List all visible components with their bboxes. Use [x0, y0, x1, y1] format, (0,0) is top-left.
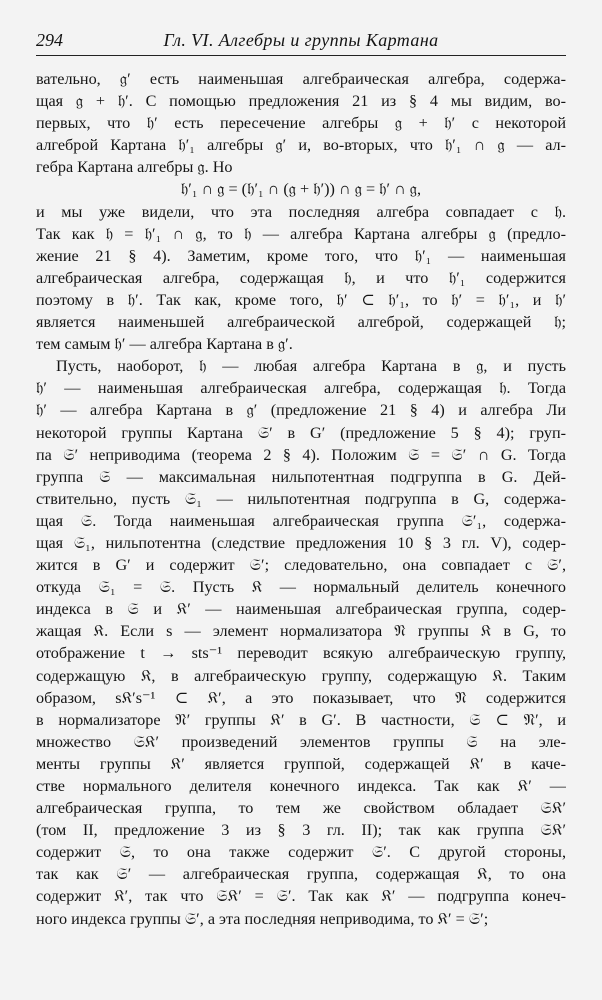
text-line: содержащую 𝔎, в алгебраическую группу, содержащую 𝔎. Таким	[36, 666, 566, 685]
text-line: 𝔥′ — алгебра Картана в 𝔤′ (предложение 21 § 4) и алгебра Ли	[36, 401, 566, 420]
display-formula: 𝔥′₁ ∩ 𝔤 = (𝔥′₁ ∩ (𝔤 + 𝔥′)) ∩ 𝔤 = 𝔥′ ∩ 𝔤,	[180, 180, 422, 199]
text-line: ного индекса группы 𝔖′, а эта последняя неприводима, то 𝔎′ = 𝔖′;	[36, 909, 489, 928]
text-line: группа 𝔖 — максимальная нильпотентная подгруппа в G. Дей-	[36, 467, 566, 486]
text-line: алгеброй Картана 𝔥′₁ алгебры 𝔤′ и, во-вторых, что 𝔥′₁ ∩ 𝔤 — ал-	[36, 136, 566, 155]
text-line: образом, s𝔎′s⁻¹ ⊂ 𝔎′, а это показывает, что 𝔑 содержится	[36, 688, 566, 707]
text-line: множество 𝔖𝔎′ произведений элементов группы 𝔖 на эле-	[36, 732, 566, 751]
text-line: гебра Картана алгебры 𝔤. Но	[36, 158, 233, 177]
text-line: щая 𝔖₁, нильпотентна (следствие предложения 10 § 3 гл. V), содер-	[36, 533, 566, 552]
text-line: Так как 𝔥 = 𝔥′₁ ∩ 𝔤, то 𝔥 — алгебра Картана алгебры 𝔤 (предло-	[36, 224, 566, 243]
text-line: тем самым 𝔥′ — алгебра Картана в 𝔤′.	[36, 335, 293, 354]
text-line: стве нормального делителя конечного индекса. Так как 𝔎′ —	[36, 777, 566, 795]
text-line: в нормализаторе 𝔑′ группы 𝔎′ в G′. В частности, 𝔖 ⊂ 𝔑′, и	[36, 710, 566, 729]
running-title: Гл. VI. Алгебры и группы Картана	[163, 30, 439, 50]
paragraph-start-line: Пусть, наоборот, 𝔥 — любая алгебра Картана в 𝔤, и пусть	[56, 357, 566, 376]
body-text	[36, 68, 566, 930]
text-line: содержит 𝔖, то она также содержит 𝔖′. С другой стороны,	[36, 843, 566, 862]
text-line: алгебраическая группа, то тем же свойством обладает 𝔖𝔎′	[36, 799, 566, 818]
text-line: (том II, предложение 3 из § 3 гл. II); так как группа 𝔖𝔎′	[36, 821, 566, 840]
text-line: содержит 𝔎′, так что 𝔖𝔎′ = 𝔖′. Так как 𝔎′ — подгруппа конеч-	[36, 887, 566, 906]
text-line: 𝔥′ — наименьшая алгебраическая алгебра, содержащая 𝔥. Тогда	[36, 379, 566, 398]
page-number: 294	[36, 30, 63, 50]
text-line: первых, что 𝔥′ есть пересечение алгебры 𝔤 + 𝔥′ с некоторой	[36, 114, 566, 133]
text-line: алгебраическая алгебра, содержащая 𝔥, и что 𝔥′₁ содержится	[36, 268, 566, 287]
text-line: щая 𝔖. Тогда наименьшая алгебраическая группа 𝔖′₁, содержа-	[36, 511, 566, 530]
text-line: откуда 𝔖₁ = 𝔖. Пусть 𝔎 — нормальный делитель конечного	[36, 578, 566, 597]
text-line: некоторой группы Картана 𝔖′ в G′ (предложение 5 § 4); груп-	[36, 423, 566, 442]
text-line: является наименьшей алгебраической алгеброй, содержащей 𝔥;	[36, 313, 566, 332]
page-header	[36, 30, 566, 62]
text-line: па 𝔖′ неприводима (теорема 2 § 4). Положим 𝔖 = 𝔖′ ∩ G. Тогда	[36, 445, 566, 464]
text-line: индекса в 𝔖 и 𝔎′ — наименьшая алгебраическая группа, содер-	[36, 600, 566, 619]
text-line: так как 𝔖′ — алгебраическая группа, содержащая 𝔎, то она	[36, 865, 566, 884]
text-line: и мы уже видели, что эта последняя алгебра совпадает с 𝔥.	[36, 202, 566, 221]
text-line: отображение t → sts⁻¹ переводит всякую алгебраическую группу,	[36, 644, 566, 663]
text-line: жение 21 § 4). Заметим, кроме того, что 𝔥′₁ — наименьшая	[36, 246, 566, 265]
text-line: жащая 𝔎. Если s — элемент нормализатора 𝔑 группы 𝔎 в G, то	[36, 622, 566, 641]
header-rule	[36, 55, 566, 56]
text-line: щая 𝔤 + 𝔥′. С помощью предложения 21 из § 4 мы видим, во-	[36, 92, 566, 111]
text-line: поэтому в 𝔥′. Так как, кроме того, 𝔥′ ⊂ 𝔥′₁, то 𝔥′ = 𝔥′₁, и 𝔥′	[36, 290, 566, 309]
text-line: вательно, 𝔤′ есть наименьшая алгебраическая алгебра, содержа-	[36, 70, 566, 88]
text-line: менты группы 𝔎′ является группой, содержащей 𝔎′ в каче-	[36, 754, 566, 773]
text-line: ствительно, пусть 𝔖₁ — нильпотентная подгруппа в G, содержа-	[36, 489, 566, 508]
text-line: жится в G′ и содержит 𝔖′; следовательно, она совпадает с 𝔖′,	[36, 556, 566, 575]
